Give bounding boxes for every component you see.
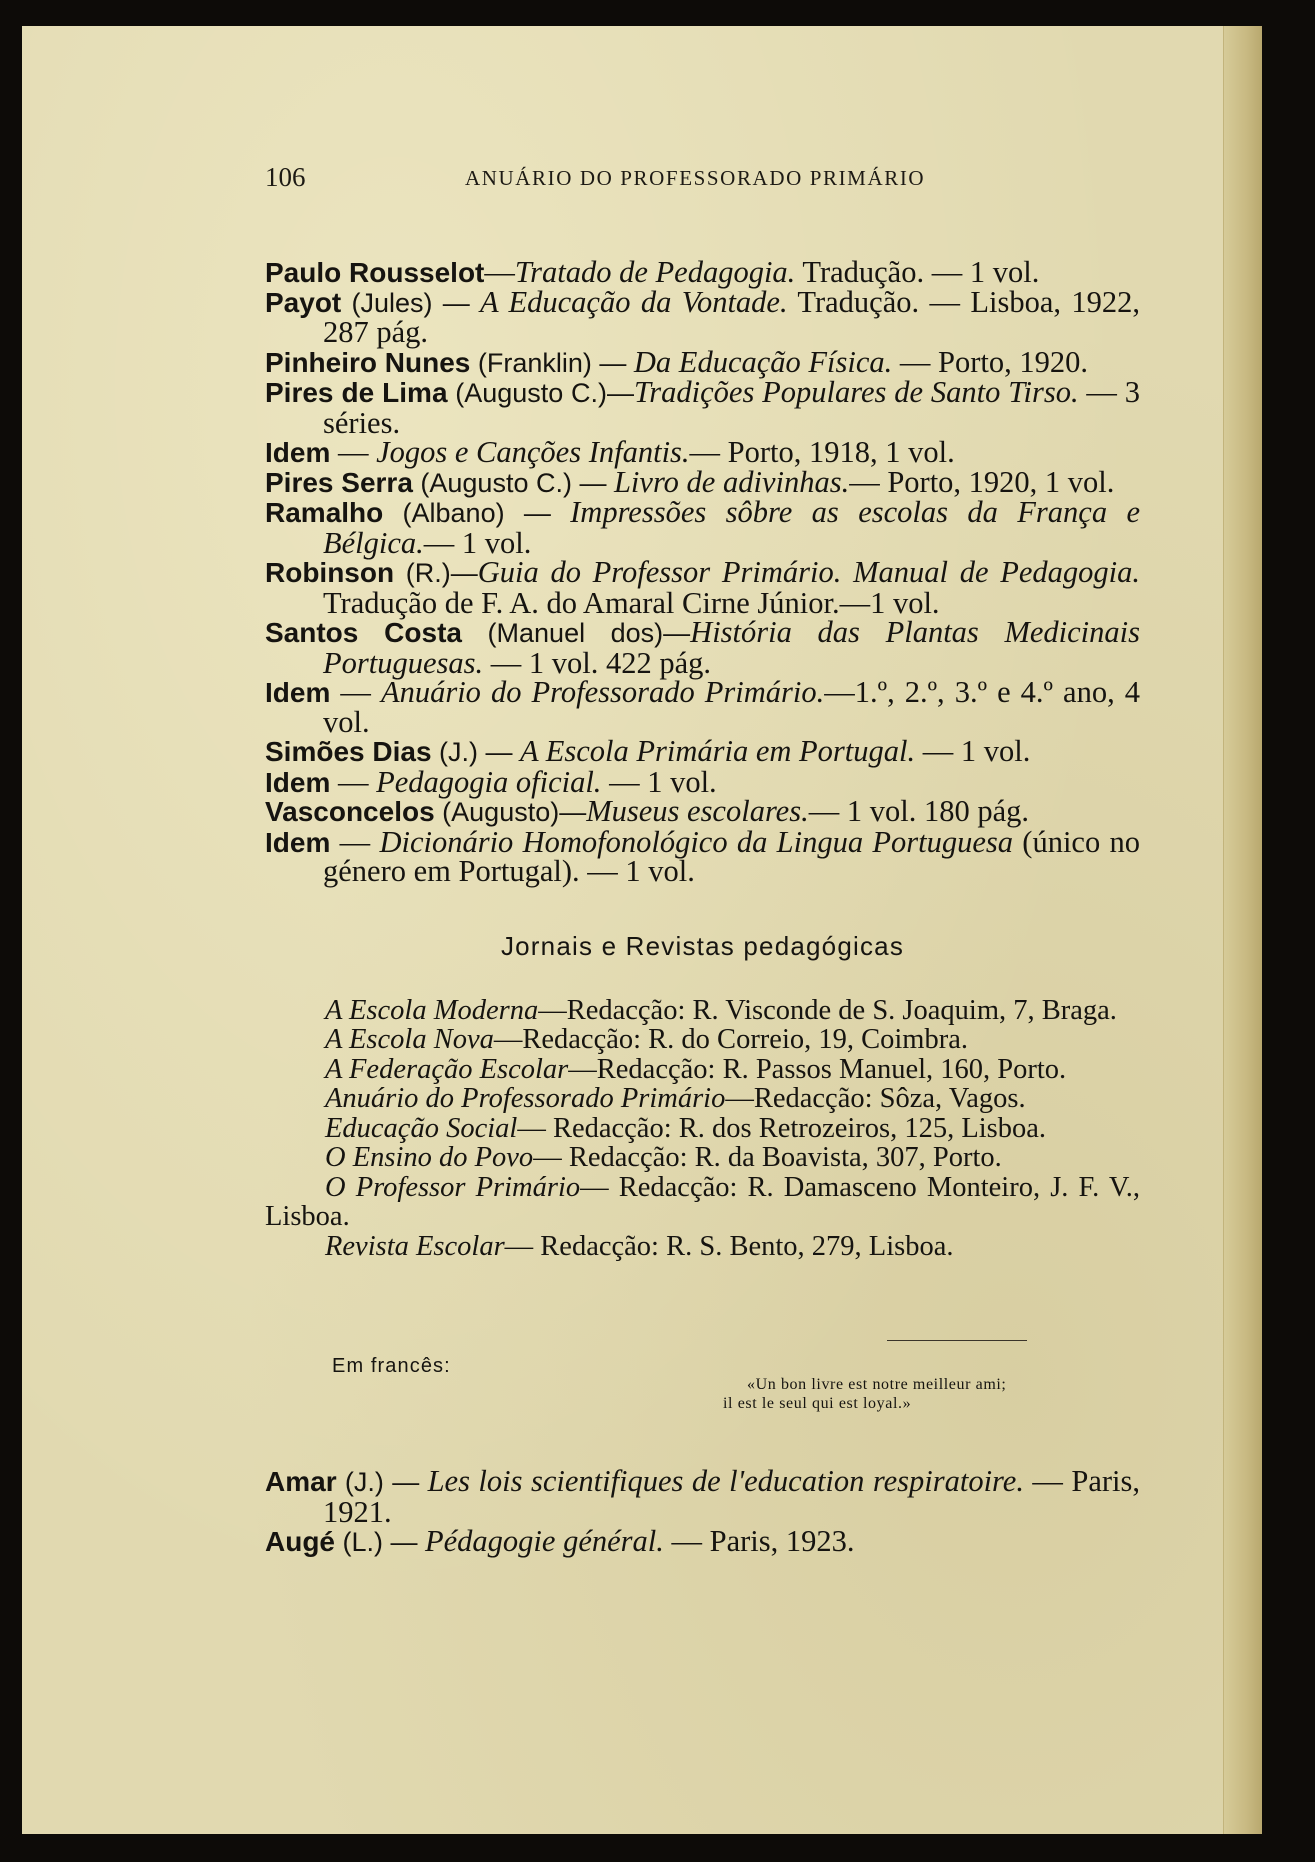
author-name: Robinson	[265, 557, 395, 588]
entry-text: (Franklin) —	[470, 347, 634, 378]
author-name: Augé	[265, 1526, 335, 1557]
work-title: A Educação da Vontade.	[480, 284, 788, 319]
work-title: Pédagogie général.	[425, 1524, 664, 1558]
bibliography-entry	[265, 555, 1141, 620]
bibliography-entry	[265, 495, 1141, 560]
entry-text: — 1 vol.	[915, 734, 1031, 768]
work-title: Museus escolares.	[586, 794, 809, 828]
journal-address: —Redacção: Sôza, Vagos.	[725, 1083, 1026, 1114]
french-bibliography-list	[265, 1464, 1140, 1558]
author-name: Idem	[265, 766, 331, 798]
entry-text: Tradução. — Lisboa, 1922, 287 pág.	[323, 284, 1140, 349]
work-title: Da Educação Física.	[633, 344, 893, 379]
entry-text: (J.) —	[336, 1467, 428, 1497]
author-name: Idem	[265, 826, 331, 858]
entry-text: —	[330, 435, 377, 469]
author-name: Santos Costa	[265, 617, 462, 648]
page-content	[265, 255, 1141, 1558]
journal-address: — Redacção: R. da Boavista, 307, Porto.	[533, 1142, 1002, 1173]
entry-text: Tradução de F. A. do Amaral Cirne Júnior.—1 vol.	[323, 585, 940, 620]
epigraph-line: «Un bon livre est notre meilleur ami;	[747, 1376, 1007, 1393]
entry-text: — Porto, 1918, 1 vol.	[689, 435, 955, 469]
bibliography-entry	[265, 615, 1140, 680]
entry-text: (Jules) —	[341, 287, 481, 318]
entry-text: (Albano) —	[383, 498, 571, 528]
epigraph	[723, 1375, 1125, 1413]
work-title: Dicionário Homofonológico da Lingua Portuguesa	[379, 824, 1014, 859]
work-title: Guia do Professor Primário. Manual de Pedagogia.	[477, 555, 1141, 589]
running-title: ANUÁRIO DO PROFESSORADO PRIMÁRIO	[465, 166, 926, 190]
book-page	[22, 26, 1262, 1834]
bibliography-entry	[265, 284, 1140, 349]
bibliography-entry	[265, 255, 1140, 289]
entry-text: (Augusto C.) —	[412, 467, 614, 498]
author-name: Ramalho	[265, 497, 384, 528]
journal-title: O Ensino do Povo	[325, 1142, 534, 1173]
work-title: Impressões sôbre as escolas da França e Bélgica.	[323, 495, 1141, 560]
entry-text: —	[330, 824, 380, 859]
journal-address: —Redacção: R. do Correio, 19, Coimbra.	[493, 1024, 968, 1055]
entry-text: —	[484, 255, 515, 289]
entry-text: (único no género em Portugal). — 1 vol.	[323, 824, 1141, 888]
entry-text: (Augusto)—	[434, 797, 587, 827]
journal-entry	[265, 1025, 1140, 1055]
work-title: A Escola Primária em Portugal.	[520, 734, 916, 768]
entry-text: — 1 vol. 180 pág.	[808, 794, 1029, 828]
bibliography-entry	[265, 794, 1140, 828]
journal-address: — Redacção: R. Damasceno Monteiro, J. F. V., Lisboa.	[265, 1171, 1140, 1232]
page-number: 106	[265, 162, 306, 192]
entry-text: —	[330, 764, 377, 799]
work-title: Tratado de Pedagogia.	[514, 255, 796, 289]
author-name: Pires de Lima	[265, 377, 448, 408]
bibliography-entry	[265, 464, 1140, 499]
journals-list	[265, 996, 1140, 1262]
entry-text: — Porto, 1920, 1 vol.	[849, 464, 1115, 499]
journal-entry	[265, 1143, 1140, 1173]
entry-text: (J.) —	[431, 737, 521, 767]
bibliography-entry	[265, 1464, 1140, 1529]
work-title: Livro de adivinhas.	[613, 464, 850, 499]
entry-text: — 1 vol.	[423, 525, 532, 560]
entry-text: — Paris, 1923.	[663, 1524, 855, 1558]
entry-text: — Porto, 1920.	[892, 344, 1088, 379]
journal-address: — Redacção: R. S. Bento, 279, Lisboa.	[504, 1230, 954, 1262]
author-name: Paulo Rousselot	[265, 257, 485, 288]
bibliography-entry	[265, 1524, 1140, 1558]
entry-text: (Augusto C.)—	[447, 378, 635, 408]
journals-heading: Jornais e Revistas pedagógicas	[500, 930, 905, 961]
journal-title: O Professor Primário	[325, 1171, 581, 1203]
work-title: História das Plantas Medicinais Portuguesas.	[323, 615, 1140, 680]
journal-entry	[265, 1232, 1140, 1262]
author-name: Pires Serra	[265, 466, 413, 498]
author-name: Vasconcelos	[265, 796, 435, 827]
journal-title: Anuário do Professorado Primário	[325, 1083, 726, 1114]
journal-entry	[265, 1084, 1140, 1114]
separator-rule	[887, 1340, 1027, 1341]
journal-entry	[265, 1114, 1140, 1144]
entry-text: (L.) —	[335, 1527, 426, 1557]
bibliography-entry	[265, 824, 1141, 888]
bibliography-list	[265, 255, 1141, 888]
journal-title: Educação Social	[325, 1112, 518, 1144]
journal-entry	[265, 1055, 1140, 1085]
author-name: Simões Dias	[265, 736, 432, 767]
entry-text: — 3 séries.	[323, 375, 1141, 440]
epigraph-line: il est le seul qui est loyal.»	[723, 1395, 912, 1412]
journal-title: A Federação Escolar	[325, 1053, 569, 1085]
journal-entry	[265, 996, 1140, 1026]
entry-text: (R.)—	[394, 558, 478, 588]
work-title: Tradições Populares de Santo Tirso.	[634, 375, 1079, 409]
entry-text: —1.º, 2.º, 3.º e 4.º ano, 4 vol.	[323, 675, 1140, 739]
bibliography-entry	[265, 344, 1140, 379]
author-name: Payot	[265, 286, 342, 318]
bibliography-entry	[265, 764, 1140, 799]
entry-text: —	[330, 675, 381, 709]
journal-title: A Escola Nova	[325, 1024, 494, 1055]
work-title: Les lois scientifiques de l'education respiratoire.	[427, 1464, 1024, 1498]
bibliography-entry	[265, 435, 1140, 469]
author-name: Pinheiro Nunes	[265, 346, 471, 378]
page-spine-edge	[1223, 26, 1262, 1834]
entry-text: — 1 vol. 422 pág.	[483, 645, 712, 680]
bibliography-entry	[265, 734, 1140, 768]
french-section-header	[265, 1309, 1140, 1419]
journal-address: —Redacção: R. Passos Manuel, 160, Porto.	[568, 1053, 1067, 1085]
entry-text: Tradução. — 1 vol.	[795, 255, 1040, 289]
journal-title: Revista Escolar	[325, 1230, 505, 1262]
entry-text: — 1 vol.	[601, 764, 717, 799]
journal-title: A Escola Moderna	[325, 994, 539, 1026]
bibliography-entry	[265, 675, 1140, 739]
author-name: Idem	[265, 437, 331, 468]
work-title: Jogos e Canções Infantis.	[376, 435, 690, 469]
entry-text: — Paris, 1921.	[323, 1464, 1140, 1529]
bibliography-entry	[265, 375, 1141, 440]
author-name: Amar	[265, 1466, 337, 1497]
journal-entry	[265, 1173, 1140, 1232]
journal-address: —Redacção: R. Visconde de S. Joaquim, 7, Braga.	[538, 994, 1117, 1026]
work-title: Pedagogia oficial.	[376, 764, 602, 799]
work-title: Anuário do Professorado Primário.	[380, 675, 825, 709]
french-heading: Em francês:	[332, 1355, 451, 1377]
journal-address: — Redacção: R. dos Retrozeiros, 125, Lisboa.	[517, 1112, 1047, 1144]
entry-text: (Manuel dos)—	[461, 618, 691, 648]
author-name: Idem	[265, 677, 331, 708]
